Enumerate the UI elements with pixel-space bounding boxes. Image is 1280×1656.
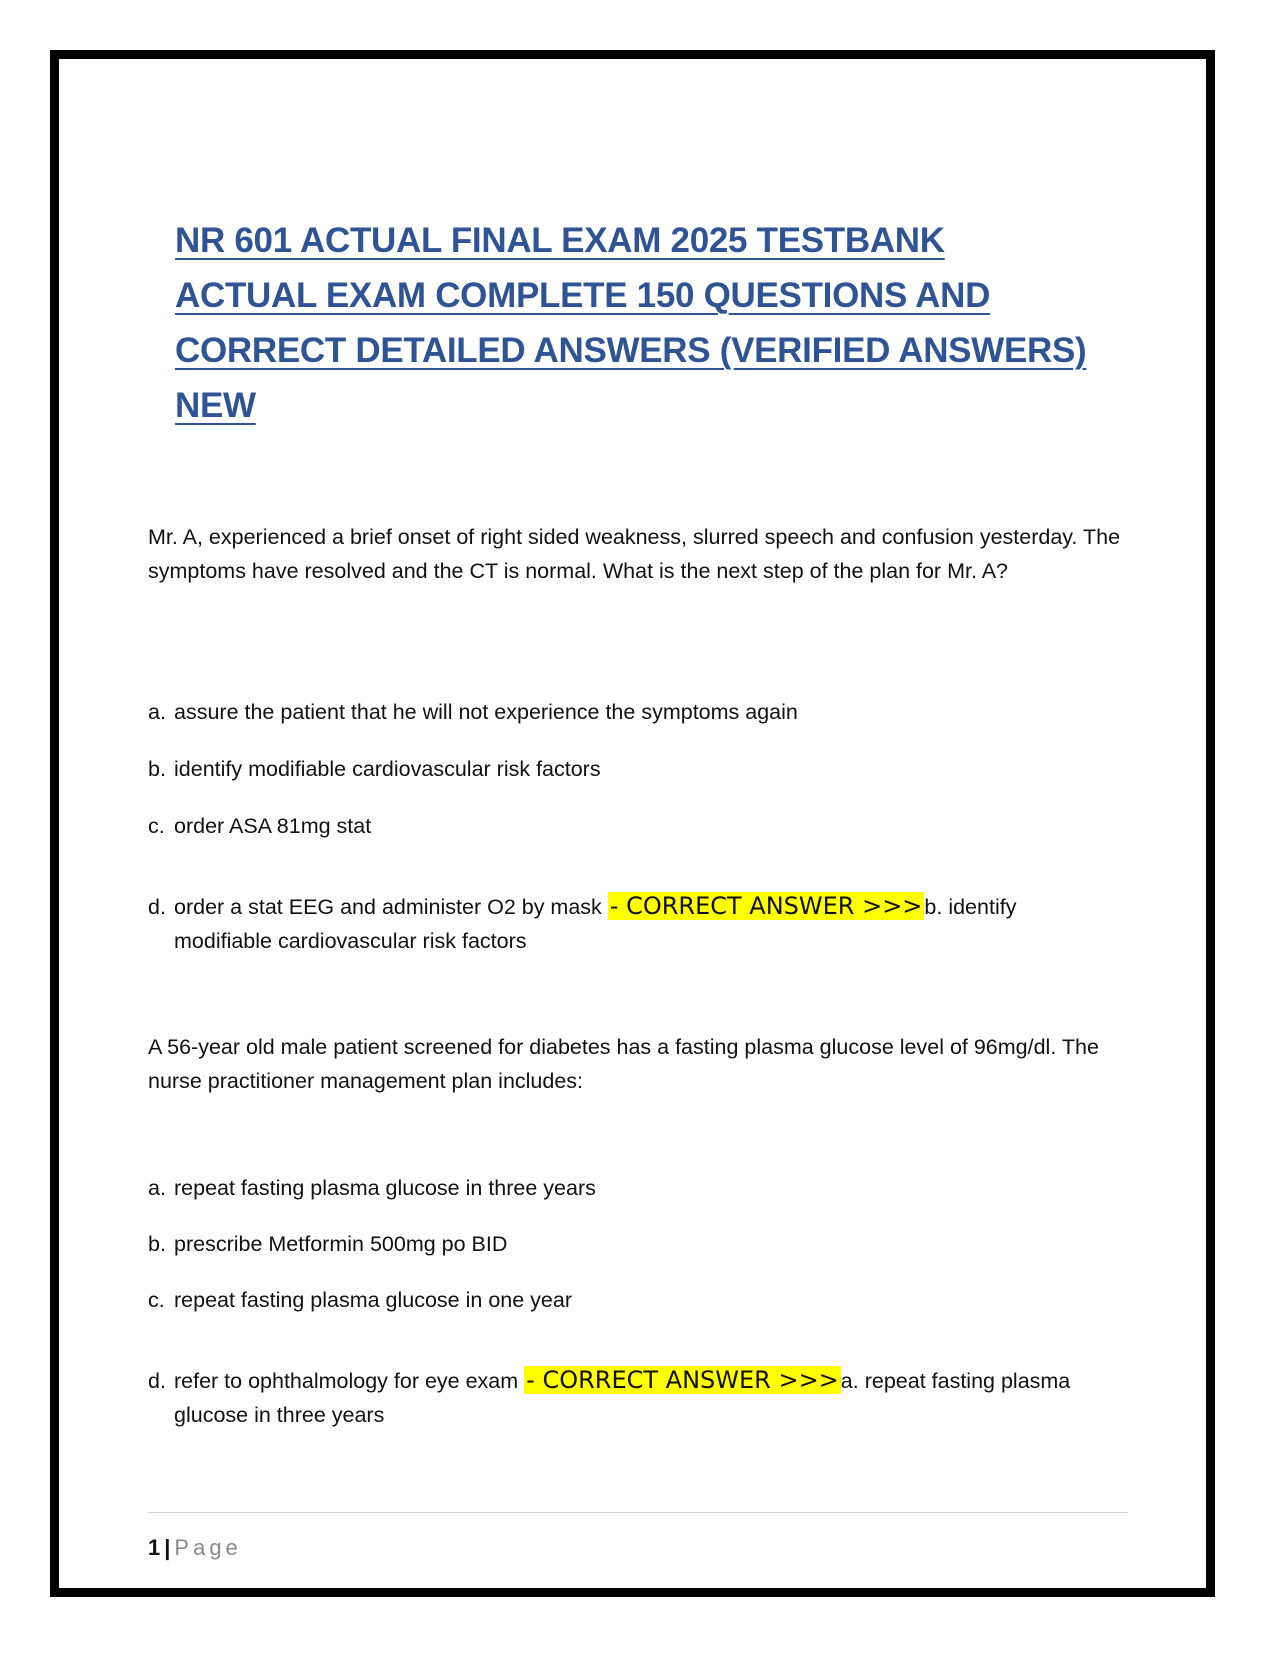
option-text: refer to ophthalmology for eye exam [174,1369,525,1393]
option-letter: a. [148,700,166,724]
option-letter: b. [148,1232,166,1256]
question-1-stem: Mr. A, experienced a brief onset of right sided weakness, slurred speech and confusion yesterday. The symptoms have resolved and the CT is normal. What is the next step of the plan for Mr. A? [148,525,1121,583]
question-2-option-b [148,1227,1128,1261]
page-number: 1 [148,1535,161,1560]
question-1-option-a [148,695,1128,729]
question-2-option-c [148,1283,1128,1317]
option-text: prescribe Metformin 500mg po BID [174,1232,508,1256]
correct-answer-text: b. identify [924,895,1017,919]
correct-answer-highlight: - CORRECT ANSWER >>> [609,892,923,920]
title-line: NEW [175,386,256,425]
option-text: order ASA 81mg stat [174,814,372,838]
option-text: repeat fasting plasma glucose in one year [174,1288,572,1312]
option-letter: c. [148,814,165,838]
question-2-option-d [148,1363,1128,1432]
option-letter: d. [148,1369,166,1393]
option-text: assure the patient that he will not experience the symptoms again [174,700,798,724]
question-1-option-b [148,752,1128,786]
page-label: Page [174,1535,242,1560]
title-line: CORRECT DETAILED ANSWERS (VERIFIED ANSWERS) [175,331,1087,370]
page-footer [148,1531,242,1565]
footer-separator: | [164,1535,171,1560]
correct-answer-text-continued: modifiable cardiovascular risk factors [174,929,527,953]
footer-divider [148,1512,1128,1513]
question-2-stem: A 56-year old male patient screened for diabetes has a fasting plasma glucose level of 96mg/dl. The nurse practitioner management plan includes: [148,1035,1099,1093]
document-title [175,213,1095,433]
option-text: repeat fasting plasma glucose in three years [174,1176,596,1200]
question-1-option-c [148,809,1128,843]
option-text: order a stat EEG and administer O2 by mask [174,895,608,919]
question-1-option-d [148,889,1128,958]
question-2-option-a [148,1171,1128,1205]
correct-answer-text-continued: glucose in three years [174,1403,385,1427]
option-letter: b. [148,757,166,781]
correct-answer-highlight: - CORRECT ANSWER >>> [526,1366,839,1394]
option-text: identify modifiable cardiovascular risk factors [174,757,601,781]
title-line: NR 601 ACTUAL FINAL EXAM 2025 TESTBANK [175,221,945,260]
correct-answer-text: a. repeat fasting plasma [840,1369,1071,1393]
title-line: ACTUAL EXAM COMPLETE 150 QUESTIONS AND [175,276,991,315]
option-letter: a. [148,1176,166,1200]
option-letter: d. [148,895,166,919]
option-letter: c. [148,1288,165,1312]
